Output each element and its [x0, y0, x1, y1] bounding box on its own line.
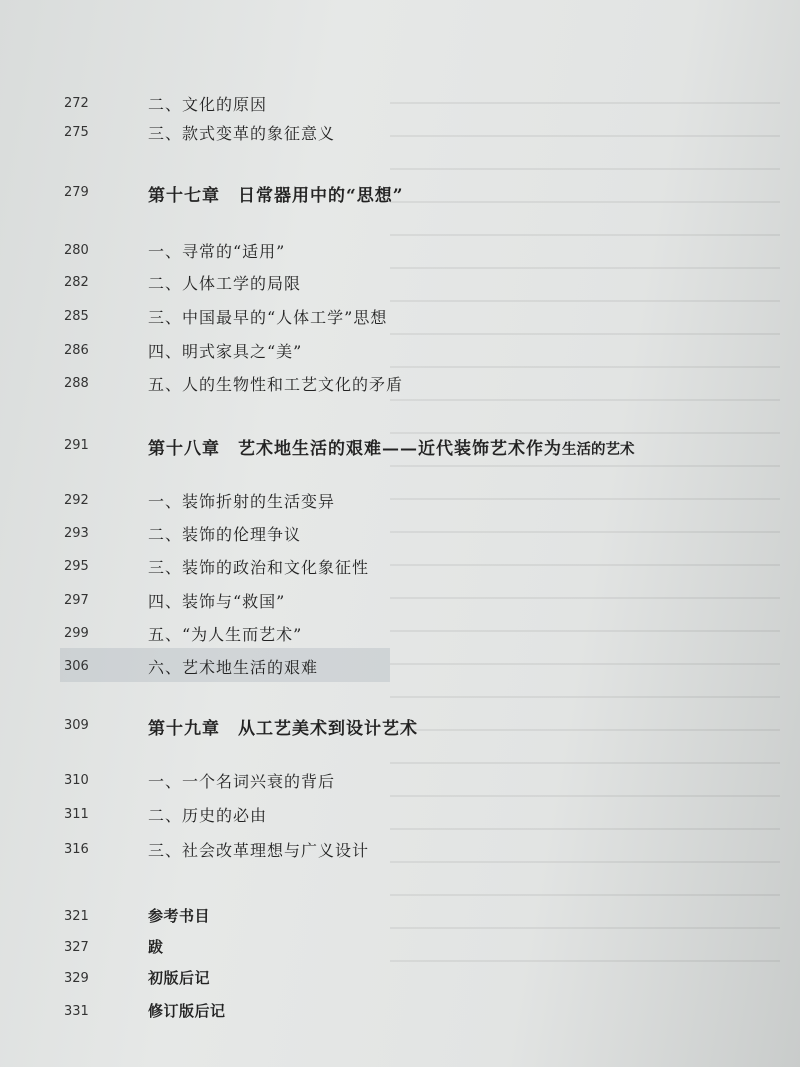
- section-title: 五、“为人生而艺术”: [148, 625, 303, 644]
- page-number: 291: [64, 438, 89, 453]
- chapter-heading: [148, 714, 418, 739]
- page-number: 321: [64, 909, 89, 924]
- chapter-title: 从工艺美术到设计艺术: [238, 719, 418, 739]
- section-title: 三、款式变革的象征意义: [148, 124, 336, 143]
- back-matter-title: 跋: [148, 938, 164, 956]
- section-title: 二、装饰的伦理争议: [148, 525, 302, 544]
- toc-entry: [0, 835, 800, 865]
- section-title: 六、艺术地生活的艰难: [148, 658, 319, 677]
- page-number: 316: [64, 842, 89, 857]
- toc-entry: [0, 652, 800, 682]
- toc-entry: [0, 268, 800, 298]
- chapter-entry: [0, 431, 800, 461]
- section-title: 一、装饰折射的生活变异: [148, 492, 336, 511]
- page-number: 331: [64, 1004, 89, 1019]
- section-title: 五、人的生物性和工艺文化的矛盾: [148, 375, 404, 394]
- page-number: 275: [64, 125, 89, 140]
- toc-entry: [0, 800, 800, 830]
- toc-entry: [0, 118, 800, 148]
- section-title: 三、装饰的政治和文化象征性: [148, 558, 370, 577]
- page-number: 309: [64, 718, 89, 733]
- page-number: 279: [64, 185, 89, 200]
- page-number: 297: [64, 593, 89, 608]
- chapter-title: 日常器用中的“思想”: [238, 186, 404, 206]
- chapter-number: 第十七章: [148, 186, 220, 206]
- back-matter-entry: [0, 997, 800, 1027]
- page-number: 285: [64, 309, 89, 324]
- chapter-entry: [0, 711, 800, 741]
- section-title: 二、人体工学的局限: [148, 274, 302, 293]
- back-matter-title: 参考书目: [148, 907, 211, 925]
- section-title: 二、文化的原因: [148, 95, 268, 114]
- chapter-heading: [148, 434, 635, 459]
- back-matter-entry: [0, 902, 800, 932]
- toc-entry: [0, 586, 800, 616]
- section-title: 四、装饰与“救国”: [148, 592, 286, 611]
- toc-entry: [0, 236, 800, 266]
- section-title: 四、明式家具之“美”: [148, 342, 303, 361]
- back-matter-title: 初版后记: [148, 969, 211, 987]
- page-number: 310: [64, 773, 89, 788]
- toc-entry: [0, 486, 800, 516]
- page-number: 280: [64, 243, 89, 258]
- page-number: 272: [64, 96, 89, 111]
- toc-entry: [0, 552, 800, 582]
- section-title: 三、社会改革理想与广义设计: [148, 841, 370, 860]
- section-title: 一、一个名词兴衰的背后: [148, 772, 336, 791]
- toc-entry: [0, 369, 800, 399]
- page-number: 327: [64, 940, 89, 955]
- toc-entry: [0, 302, 800, 332]
- page-number: 288: [64, 376, 89, 391]
- page-number: 292: [64, 493, 89, 508]
- back-matter-entry: [0, 933, 800, 963]
- page-number: 295: [64, 559, 89, 574]
- page-number: 293: [64, 526, 89, 541]
- back-matter-title: 修订版后记: [148, 1002, 226, 1020]
- toc-entry: [0, 766, 800, 796]
- back-matter-entry: [0, 964, 800, 994]
- page-number: 306: [64, 659, 89, 674]
- chapter-title: 艺术地生活的艰难——近代装饰艺术作为: [238, 439, 562, 459]
- chapter-entry: [0, 178, 800, 208]
- toc-entry: [0, 336, 800, 366]
- chapter-number: 第十八章: [148, 439, 220, 459]
- chapter-title-tail: 生活的艺术: [562, 441, 635, 458]
- page-number: 311: [64, 807, 89, 822]
- chapter-heading: [148, 181, 404, 206]
- toc-entry: [0, 619, 800, 649]
- toc-entry: [0, 519, 800, 549]
- page-number: 299: [64, 626, 89, 641]
- section-title: 二、历史的必由: [148, 806, 268, 825]
- page-number: 329: [64, 971, 89, 986]
- section-title: 一、寻常的“适用”: [148, 242, 286, 261]
- chapter-number: 第十九章: [148, 719, 220, 739]
- toc-entry: [0, 89, 800, 119]
- section-title: 三、中国最早的“人体工学”思想: [148, 308, 388, 327]
- page-number: 286: [64, 343, 89, 358]
- page-number: 282: [64, 275, 89, 290]
